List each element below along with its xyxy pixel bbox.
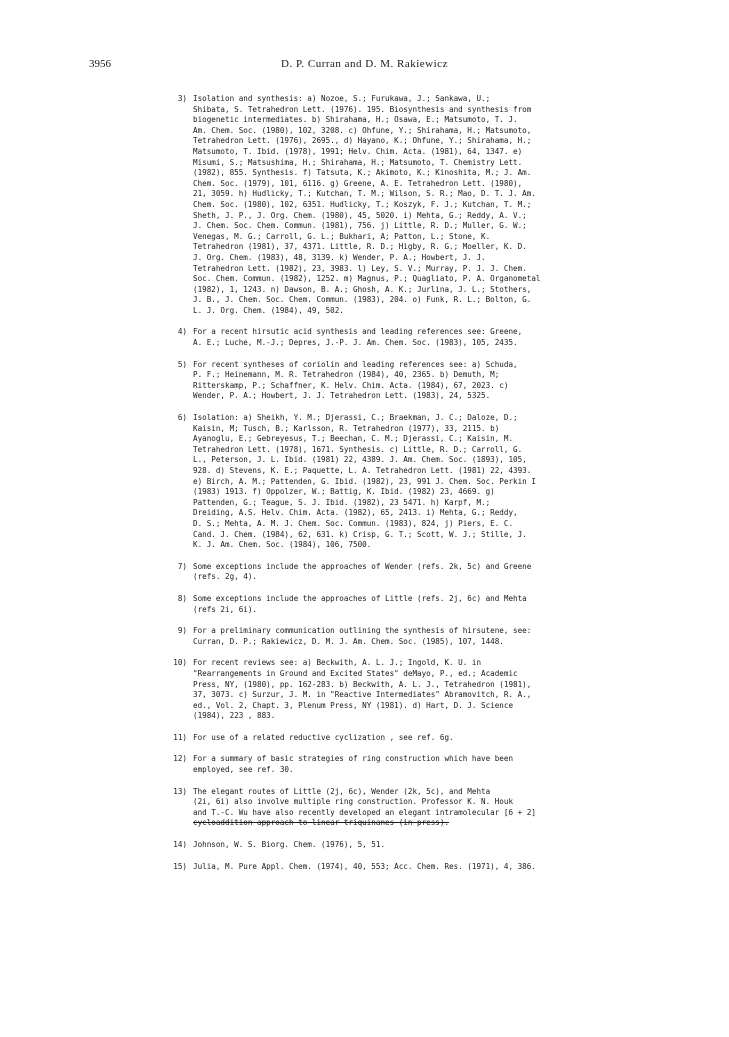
reference-4 <box>165 327 615 348</box>
reference-number: 13) <box>173 786 187 796</box>
reference-text: For recent reviews see: a) Beckwith, A. L. J.; Ingold, K. U. in "Rearrangements in Ground and Excited States" deMayo, P., ed.; Academic Press, NY, (1980), pp. 162-283. b) Beckwith, A. L. J., Tetrahedron (1981), 37, 3073. c) Surzur, J. M. in "Reactive Intermediates" Abramovitch, R. A., ed., Vol. 2, Chapt. 3, Plenum Press, NY (1981). d) Hart, D. J. Science (1984), 223 , 883. <box>193 658 532 721</box>
reference-number: 14) <box>173 840 187 850</box>
reference-text: Some exceptions include the approaches of Wender (refs. 2k, 5c) and Greene (refs. 2g, 4). <box>193 561 532 582</box>
reference-number: 7) <box>177 561 187 571</box>
reference-text: Julia, M. Pure Appl. Chem. (1974), 40, 553; Acc. Chem. Res. (1971), 4, 386. <box>193 861 536 871</box>
reference-10 <box>165 658 615 722</box>
reference-13 <box>165 787 615 829</box>
page-number: 3956 <box>89 58 111 70</box>
reference-text: For a preliminary communication outlining the synthesis of hirsutene, see: Curran, D. P.; Rakiewicz, D. M. J. Am. Chem. Soc. (1985), 107, 1448. <box>193 626 532 646</box>
running-head: D. P. Curran and D. M. Rakiewicz <box>281 58 448 70</box>
reference-8 <box>165 594 615 615</box>
reference-6 <box>165 413 615 551</box>
reference-list <box>165 94 615 872</box>
reference-14 <box>165 840 615 851</box>
reference-text: For a summary of basic strategies of ring construction which have been employed, see ref. 30. <box>193 754 514 775</box>
reference-text: For use of a related reductive cyclization , see ref. 6g. <box>193 732 454 742</box>
reference-number: 11) <box>173 732 187 742</box>
reference-number: 10) <box>173 658 187 668</box>
reference-text: For a recent hirsutic acid synthesis and leading references see: Greene, A. E.; Luche, M.-J.; Depres, J.-P. J. Am. Chem. Soc. (1983), 105, 2435. <box>193 327 523 348</box>
reference-text: Johnson, W. S. Biorg. Chem. (1976), 5, 51. <box>193 840 386 850</box>
reference-number: 6) <box>177 413 187 423</box>
page-header <box>0 58 729 74</box>
reference-5 <box>165 360 615 402</box>
reference-7 <box>165 562 615 583</box>
reference-text: For recent syntheses of coriolin and leading references see: a) Schuda, P. F.; Heinemann, M. R. Tetrahedron (1984), 40, 2365. b) Demuth, M; Ritterskamp, P.; Schaffner, K. Helv. Chim. Acta. (1984), 67, 2023. c) Wender, P. A.; Howbert, J. J. Tetrahedron Lett. (1983), 24, 5325. <box>193 359 518 401</box>
reference-text: Isolation and synthesis: a) Nozoe, S.; Furukawa, J.; Sankawa, U.; Shibata, S. Tetrahedron Lett. (1976). 195. Biosynthesis and synthesis from biogenetic intermediates. b) Shirahama, H.; Osawa, E.; Matsumoto, T. J. Am. Chem. Soc. (1980), 102, 3208. c) Ohfune, Y.; Shirahama, H.; Matsumoto, Tetrahedron Lett. (1976), 2695., d) Hayano, K.; Ohfune, Y.; Shirahama, H.; Matsumoto, T. Ibid. (1978), 1991; Helv. Chim. Acta. (1981), 64, 1347. e) Misumi, S.; Matsushima, H.; Shirahama, H.; Matsumoto, T. Chemistry Lett. (1982), 855. Synthesis. f) Tatsuta, K.; Akimoto, K.; Kinoshita, M.; J. Am. Chem. Soc. (1979), 101, 6116. g) Greene, A. E. Tetrahedron Lett. (1980), 21, 3059. h) Hudlicky, T.; Kutchan, T. M.; Wilson, S. R.; Mao, D. T. J. Am. Chem. Soc. (1980), 102, 6351. Hudlicky, T.; Koszyk, F. J.; Kutchan, T. M.; Sheth, J. P., J. Org. Chem. (1980), 45, 5020. i) Mehta, G.; Reddy, A. V.; J. Chem. Soc. Chem. Commun. (1981), 756. j) Little, R. D.; Muller, G. W.; Venegas, M. G.; Carroll, G. L.; Bukhari, A; Patton, L.; Stone, K. Tetrahedron (1981), 37, 4371. Little, R. D.; Higby, R. G.; Moeller, K. D. J. Org. Chem. (1983), 48, 3139. k) Wender, P. A.; Howbert, J. J. Tetrahedron Lett. (1982), 23, 3983. l) Ley, S. V.; Murray, P. J. J. Chem. Soc. Chem. Commun. (1982), 1252. m) Magnus, P.; Quagliato, P. A. Organometal (1982), 1, 1243. n) Dawson, B. A.; Ghosh, A. K.; Jurlina, J. L.; Stothers, J. B., J. Chem. Soc. Chem. Commun. (1983), 204. o) Funk, R. L.; Bolton, G. L. J. Org. Chem. (1984), 49, 502. <box>193 94 541 315</box>
reference-3 <box>165 94 615 316</box>
reference-text: The elegant routes of Little (2j, 6c), Wender (2k, 5c), and Mehta (2i, 6i) also involve multiple ring construction. Professor K. N. Houk and T.-C. Wu have also recently developed an elegant intramolecular [6 + 2] <box>193 786 536 817</box>
reference-number: 5) <box>177 359 187 369</box>
reference-text: Isolation: a) Sheikh, Y. M.; Djerassi, C.; Braekman, J. C.; Daloze, D.; Kaisin, M; Tusch, B.; Karlsson, R. Tetrahedron (1977), 33, 2115. b) Ayanoglu, E.; Gebreyesus, T.; Beechan, C. M.; Djerassi, C.; Kaisin, M. Tetrahedron Lett. (1978), 1671. Synthesis. c) Little, R. D.; Carroll, G. L., Peterson, J. L. Ibid. (1981) 22, 4389. J. Am. Chem. Soc. (1893), 105, 928. d) Stevens, K. E.; Paquette, L. A. Tetrahedron Lett. (1981) 22, 4393. e) Birch, A. M.; Pattenden, G. Ibid. (1982), 23, 991 J. Chem. Soc. Perkin I (1983) 1913. f) Oppolzer, W.; Battig, K. Ibid. (1982) 23, 4669. g) Pattenden, G.; Teague, S. J. Ibid. (1982), 23 5471. h) Karpf, M.; Dreiding, A.S. Helv. Chim. Acta. (1982), 65, 2413. i) Mehta, G.; Reddy, D. S.; Mehta, A. M. J. Chem. Soc. Commun. (1983), 824, j) Piers, E. C. Cand. J. Chem. (1984), 62, 631. k) Crisp, G. T.; Scott, W. J.; Stille, J. K. J. Am. Chem. Soc. (1984), 106, 7500. <box>193 413 536 550</box>
reference-11 <box>165 733 615 744</box>
struck-text-line: cycloaddition approach to linear triquinanes (in press). <box>193 818 450 828</box>
reference-number: 3) <box>177 94 187 103</box>
reference-number: 4) <box>177 327 187 337</box>
reference-12 <box>165 754 615 775</box>
reference-text: Some exceptions include the approaches of Little (refs. 2j, 6c) and Mehta (refs 2i, 6i). <box>193 593 527 614</box>
reference-15 <box>165 862 615 873</box>
reference-9 <box>165 626 615 647</box>
reference-number: 15) <box>173 861 187 871</box>
reference-number: 12) <box>173 754 187 764</box>
reference-number: 8) <box>177 593 187 603</box>
reference-number: 9) <box>177 626 187 636</box>
